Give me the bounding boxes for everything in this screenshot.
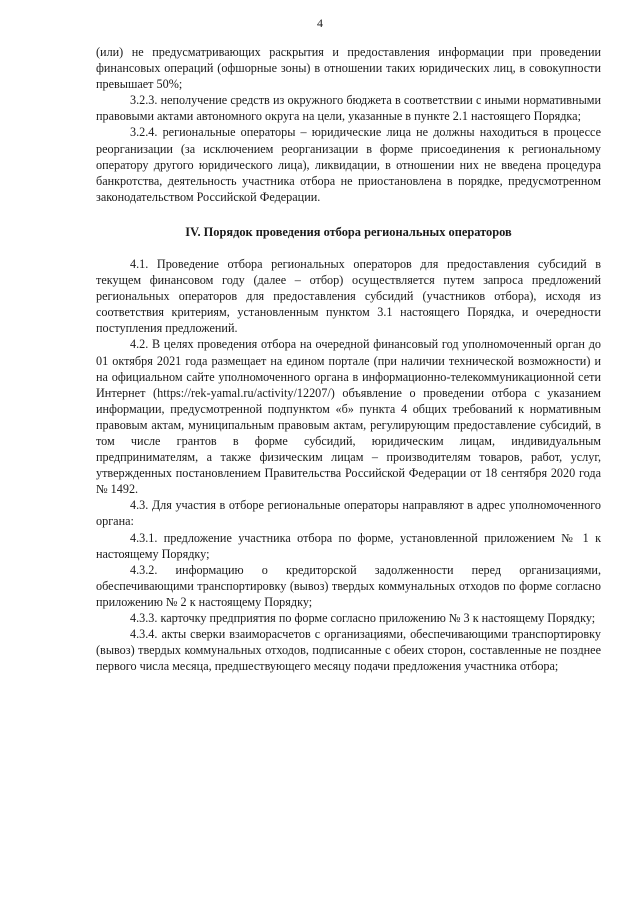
document-body	[96, 44, 601, 674]
paragraph: 4.3. Для участия в отборе региональные операторы направляют в адрес уполномоченного органа:	[96, 498, 601, 529]
paragraphs-before-heading	[96, 44, 601, 205]
paragraph: 4.2. В целях проведения отбора на очередной финансовый год уполномоченный орган до 01 октября 2021 года размещает на едином портале (при наличии технической возможности) и на официальном сайте уполномоченного органа в информационно-телекоммуникационной сети Интернет (https://rek-yamal.ru/activity/12207/) объявление о проведении отбора с указанием информации, предусмотренной подпунктом «б» пункта 4 общих требований к нормативным правовым актам, муниципальным правовым актам, регулирующим предоставление субсидий, в том числе грантов в форме субсидий, юридическим лицам, индивидуальным предпринимателям, а также физическим лицам – производителям товаров, работ, услуг, утвержденных постановлением Правительства Российской Федерации от 18 сентября 2020 года № 1492.	[96, 337, 601, 497]
paragraph: 3.2.3. неполучение средств из окружного бюджета в соответствии с иными нормативными правовыми актами автономного округа на цели, указанные в пункте 2.1 настоящего Порядка;	[96, 93, 601, 124]
paragraphs-after-heading	[96, 256, 601, 674]
paragraph: 4.1. Проведение отбора региональных операторов для предоставления субсидий в текущем финансовом году (далее – отбор) осуществляется путем запроса предложений региональных операторов для предоставления субсидий (участников отбора), исходя из соответствия критериям, установленным пунктом 3.1 настоящего Порядка, и очередности поступления предложений.	[96, 256, 601, 336]
page-number: 4	[317, 16, 323, 30]
paragraph: 4.3.4. акты сверки взаиморасчетов с организациями, обеспечивающими транспортировку (вывоз) твердых коммунальных отходов, подписанные с обеих сторон, составленные не позднее первого числа месяца, предшествующего месяцу подачи предложения участника отбора;	[96, 627, 601, 674]
paragraph: 4.3.2. информацию о кредиторской задолженности перед организациями, обеспечивающими транспортировку (вывоз) твердых коммунальных отходов по форме согласно приложению № 2 к настоящему Порядку;	[96, 562, 601, 609]
paragraph: 3.2.4. региональные операторы – юридические лица не должны находиться в процессе реорганизации (за исключением реорганизации в форме присоединения к региональному оператору другого юридического лица), ликвидации, в отношении них не введена процедура банкротства, деятельность участника отбора не приостановлена в порядке, предусмотренном законодательством Российской Федерации.	[96, 125, 601, 204]
section-heading: IV. Порядок проведения отбора региональных операторов	[185, 224, 512, 239]
paragraph: 4.3.3. карточку предприятия по форме согласно приложению № 3 к настоящему Порядку;	[130, 611, 596, 625]
paragraph: 4.3.1. предложение участника отбора по форме, установленной приложением № 1 к настоящему Порядку;	[96, 530, 601, 561]
paragraph: (или) не предусматривающих раскрытия и предоставления информации при проведении финансовых операций (офшорные зоны) в отношении таких юридических лиц, в совокупности превышает 50%;	[96, 45, 601, 92]
